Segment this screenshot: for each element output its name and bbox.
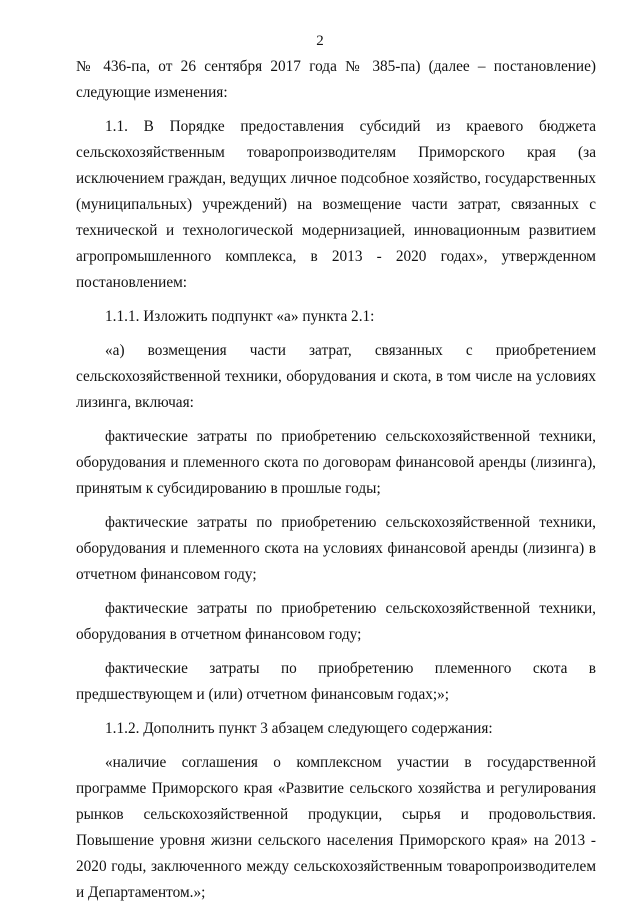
paragraph-leasing-current-year: фактические затраты по приобретению сельскохозяйственной техники, оборудования и племенного скота на условиях финансовой аренды (лизинга) в отчетном финансовом году; xyxy=(76,514,596,583)
paragraph-intro-continuation: № 436-па, от 26 сентября 2017 года № 385-па) (далее – постановление) следующие изменения: xyxy=(76,58,596,101)
document-body xyxy=(76,54,596,906)
paragraph-1-1-2: 1.1.2. Дополнить пункт 3 абзацем следующего содержания: xyxy=(105,720,493,737)
paragraph-1-1-1: 1.1.1. Изложить подпункт «а» пункта 2.1: xyxy=(105,308,375,325)
paragraph-leasing-prior-years: фактические затраты по приобретению сельскохозяйственной техники, оборудования и племенного скота по договорам финансовой аренды (лизинга), принятым к субсидированию в прошлые годы; xyxy=(76,428,596,497)
paragraph-1-1: 1.1. В Порядке предоставления субсидий из краевого бюджета сельскохозяйственным товаропроизводителям Приморского края (за исключением граждан, ведущих личное подсобное хозяйство, государственных (муниципальных) учреждений) на возмещение части затрат, связанных с технической и технологической модернизацией, инновационным развитием агропромышленного комплекса, в 2013 - 2020 годах», утвержденном постановлением: xyxy=(76,118,596,291)
paragraph-equipment-current-year: фактические затраты по приобретению сельскохозяйственной техники, оборудования в отчетном финансовом году; xyxy=(76,600,596,643)
paragraph-agreement: «наличие соглашения о комплексном участии в государственной программе Приморского края «Развитие сельского хозяйства и регулирования рынков сельскохозяйственной продукции, сырья и продовольствия. Повышение уровня жизни сельского населения Приморского края» на 2013 - 2020 годы, заключенного между сельскохозяйственным товаропроизводителем и Департаментом.»; xyxy=(76,754,596,901)
page-number: 2 xyxy=(316,33,324,49)
paragraph-subpoint-a: «а) возмещения части затрат, связанных с приобретением сельскохозяйственной техники, оборудования и скота, в том числе на условиях лизинга, включая: xyxy=(76,342,596,411)
paragraph-breeding-livestock: фактические затраты по приобретению племенного скота в предшествующем и (или) отчетном финансовым годах;»; xyxy=(76,660,596,703)
